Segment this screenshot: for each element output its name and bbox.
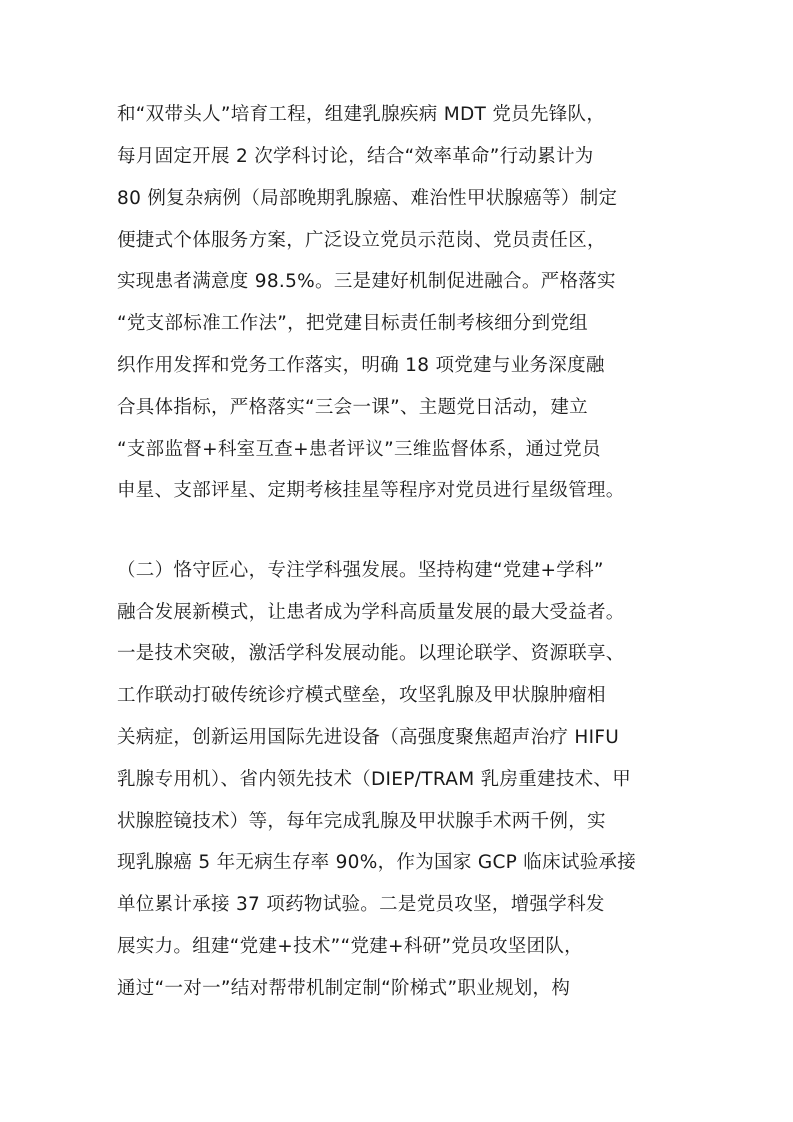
text-line: 80 例复杂病例（局部晚期乳腺癌、难治性甲状腺癌等）制定	[117, 188, 618, 209]
text-line: 乳腺专用机）、省内领先技术（DIEP/TRAM 乳房重建技术、甲	[117, 769, 632, 790]
text-line: 合具体指标，严格落实“三会一课”、主题党日活动，建立	[117, 397, 588, 418]
text-line: 每月固定开展 2 次学科讨论，结合“效率革命”行动累计为	[117, 146, 594, 167]
text-line: 关病症，创新运用国际先进设备（高强度聚焦超声治疗 HIFU	[117, 727, 620, 748]
text-line: 便捷式个体服务方案，广泛设立党员示范岗、党员责任区，	[117, 230, 606, 251]
text-line: （二）恪守匠心，专注学科强发展。坚持构建“党建+学科”	[117, 560, 604, 581]
text-line: 和“双带头人”培育工程，组建乳腺疾病 MDT 党员先锋队，	[117, 104, 606, 125]
text-line: 申星、支部评星、定期考核挂星等程序对党员进行星级管理。	[117, 480, 625, 501]
text-line: 一是技术突破，激活学科发展动能。以理论联学、资源联享、	[117, 643, 625, 664]
text-line: 通过“一对一”结对帮带机制定制“阶梯式”职业规划，构	[117, 978, 571, 999]
text-line: “支部监督+科室互查+患者评议”三维监督体系，通过党员	[117, 439, 601, 460]
text-line: 工作联动打破传统诊疗模式壁垒，攻坚乳腺及甲状腺肿瘤相	[117, 685, 606, 706]
text-line: 融合发展新模式，让患者成为学科高质量发展的最大受益者。	[117, 602, 625, 623]
text-line: 单位累计承接 37 项药物试验。二是党员攻坚，增强学科发	[117, 894, 605, 915]
text-line: 展实力。组建“党建+技术”“党建+科研”党员攻坚团队，	[117, 936, 583, 957]
text-line: 状腺腔镜技术）等，每年完成乳腺及甲状腺手术两千例，实	[117, 811, 606, 832]
text-line: “党支部标准工作法”，把党建目标责任制考核细分到党组	[117, 313, 588, 334]
text-line: 实现患者满意度 98.5%。三是建好机制促进融合。严格落实	[117, 271, 616, 292]
text-line: 现乳腺癌 5 年无病生存率 90%，作为国家 GCP 临床试验承接	[117, 852, 637, 873]
text-line: 织作用发挥和党务工作落实，明确 18 项党建与业务深度融	[117, 355, 605, 376]
